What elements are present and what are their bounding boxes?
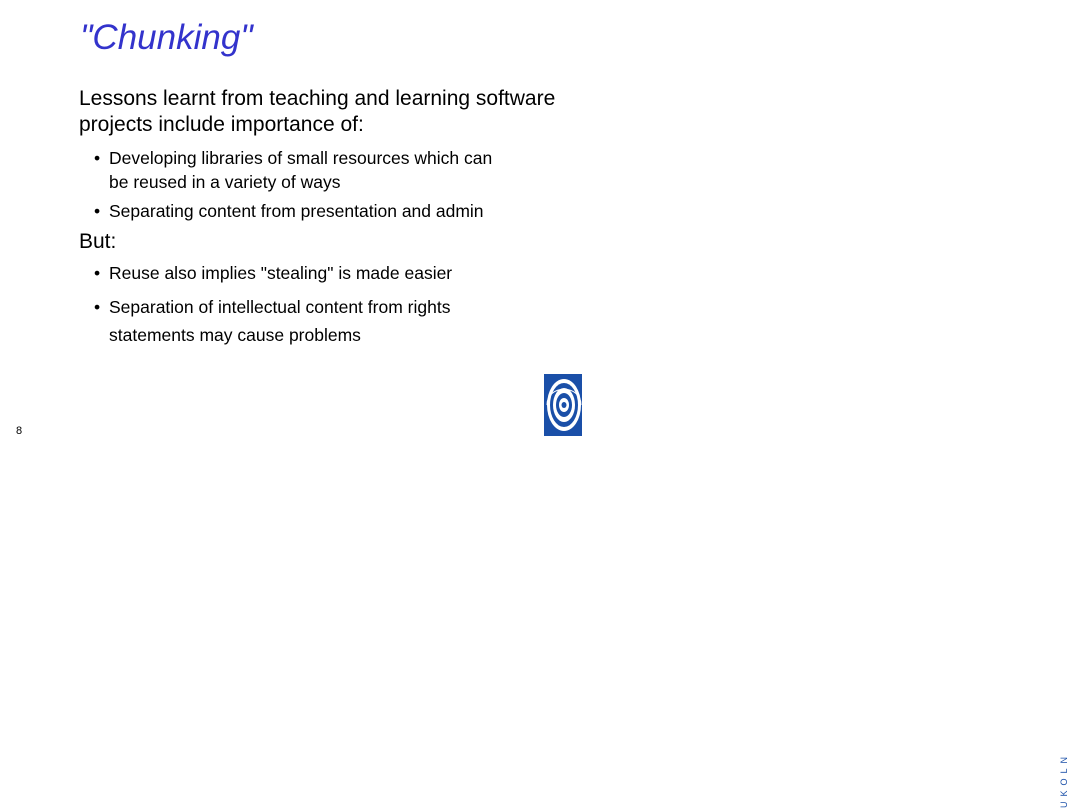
bullet-dot: •	[94, 148, 101, 168]
bullet-text	[109, 293, 450, 349]
bullet-item	[94, 261, 452, 285]
bullet-item	[94, 199, 484, 223]
intro-text: Lessons learnt from teaching and learning software projects include importance of:	[79, 87, 556, 136]
bullet-dot: •	[94, 297, 101, 317]
ukoln-spiral-logo-icon	[542, 374, 582, 436]
bullet-line: statements may cause problems	[109, 325, 361, 345]
bullet-line: be reused in a variety of ways	[109, 172, 341, 192]
bullet-item	[94, 293, 450, 349]
logo-wordmark	[1059, 751, 1069, 809]
bullet-line: Separation of intellectual content from rights	[109, 297, 451, 317]
bullet-dot: •	[94, 263, 101, 283]
bullet-dot: •	[94, 201, 101, 221]
svg-text:UKOLN: UKOLN	[1059, 751, 1069, 808]
bullet-text: Separating content from presentation and admin	[109, 201, 484, 221]
bullet-line: Developing libraries of small resources which can	[109, 148, 493, 168]
slide-title: "Chunking"	[80, 18, 253, 57]
but-label: But:	[79, 230, 117, 253]
page-number: 8	[16, 425, 23, 437]
bullet-text: Reuse also implies "stealing" is made easier	[109, 263, 453, 283]
bullet-item	[94, 146, 492, 194]
bullet-text	[109, 146, 492, 194]
